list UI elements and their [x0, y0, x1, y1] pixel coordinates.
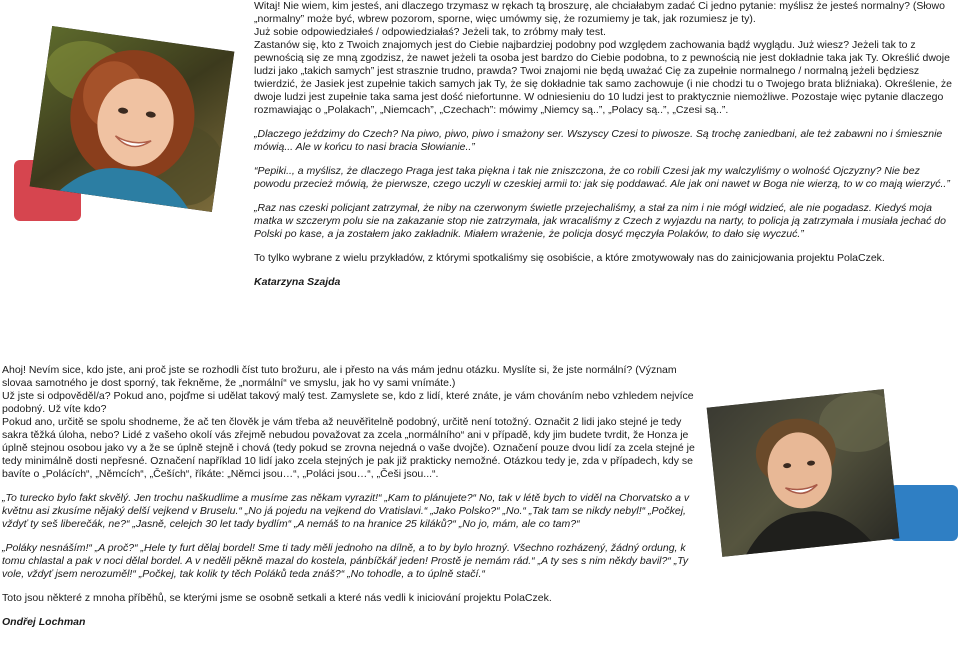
polish-test-line: Już sobie odpowiedziałeś / odpowiedziałaś? Jeżeli tak, to zróbmy mały test. — [254, 26, 606, 38]
czech-text-column — [2, 364, 702, 629]
polish-signature: Katarzyna Szajda — [254, 276, 341, 288]
polish-main-paragraph: Zastanów się, kto z Twoich znajomych jest do Ciebie najbardziej podobny pod względem zachowania bądź wyglądu. Już wiesz? Jeżeli tak to z pewnością się ze mną zgodzisz, że nawet jeżeli ta osoba jest bardzo do Ciebie podobna, to z pewnością nie jest dokładnie taka jak Ty. Określić dwoje ludzi jako „takich samych” jest strasznie trudno, prawda? Twoi znajomi nie będą uważać Cię za zupełnie normalnego / normalną jeżeli będziesz twierdzić, że Jasiek jest zupełnie takich samych jak Ty, że się dokładnie tak samo zachowuje (i nie chodzi tu o Twojego brata bliźniaka). Określenie, że dwoje ludzi jest zupełnie taka sama jest dość niefortunne. W odniesieniu do 10 ludzi jest to praktycznie niemożliwe. Pozostaje więc pytanie dlaczego rozmawiając o „Polakach”, „Niemcach”, „Czechach”: mówimy „Niemcy są..”, „Polacy są..”, „Czesi są..”. — [254, 39, 953, 116]
photo-ondrej-lochman — [707, 389, 900, 557]
czech-intro-paragraph: Ahoj! Nevím sice, kdo jste, ani proč jste se rozhodli číst tuto brožuru, ale i přesto na vás mám jednu otázku. Myslíte si, že jste normální? (Význam slovaa samotného je dost sporný, tak řekněme, že „normální“ ve smyslu, jak ho vy sami vnímáte.) — [2, 364, 677, 389]
czech-test-paragraph: Už jste si odpověděl/a? Pokud ano, pojďme si udělat takový malý test. Zamyslete se, kdo z lidí, které znáte, je vám chováním nebo vzhledem nejvíce podobný. Už víte kdo? — [2, 390, 694, 415]
portrait-man-illustration — [707, 389, 900, 557]
polish-quote-1: „Dlaczego jeździmy do Czech? Na piwo, piwo, piwo i smażony ser. Wszyscy Czesi to piwosze. Są trochę zaniedbani, ale też zabawni no i śmiesznie mówią... Ale w końcu to nasi bracia Słowianie..” — [254, 128, 943, 153]
polish-quote-3: „Raz nas czeski policjant zatrzymał, że niby na czerwonym świetle przejechaliśmy, a stał za nim i nie mógł widzieć, ale nie pogadasz. Kiedyś moja matka w szczerym polu sie na zakazanie stop nie zatrzymała, jak wracaliśmy z Czech z wyjazdu na narty, to policja ją zatrzymała i musiała jechać do Polski po kase, a ja zostałem jako zakładnik. Miałem wrażenie, że policja dosyć męczyła Polaków, to dało się wyczuć.” — [254, 202, 946, 240]
decorative-blue-square — [890, 485, 958, 541]
photo-katarzyna-szajda — [30, 26, 235, 212]
czech-signature: Ondřej Lochman — [2, 616, 86, 628]
portrait-woman-illustration — [30, 26, 235, 212]
czech-closing-paragraph: Toto jsou některé z mnoha příběhů, se kterými jsme se osobně setkali a které nás vedli k iniciování projektu PolaCzek. — [2, 592, 552, 604]
polish-quote-2: “Pepiki.., a myślisz, że dlaczego Praga jest taka piękna i tak nie zniszczona, że co robili Czesi jak my walczyliśmy o wolność Ojczyzny? Nie bez powodu przecież mówią, że pierwsze, czego uczyli w czeskiej armii to: jak się poddawać. Ale jak oni nawet w Boga nie wierzą, to w co mają wierzyć..” — [254, 165, 950, 190]
czech-quote-1: „To turecko bylo fakt skvělý. Jen trochu naškudlime a musíme zas někam vyrazit!“ „Kam to plánujete?“ No, tak v létě bych to viděl na Chorvatsko a v květnu asi zkusíme nějaký delší vejkend v Bruselu.“ „No já pojedu na vejkend do Vratislavi.“ „Jako Polsko?“ „No.“ „Tak tam se nikdy nebyl!“ „Počkej, vždyť ty seš liberečák, ne?“ „Jasně, celejch 30 let tady bydlím“ „A nemáš to na hranice 25 kiláků?“ „No jo, mám, ale co tam?“ — [2, 492, 690, 530]
polish-closing-paragraph: To tylko wybrane z wielu przykładów, z którymi spotkaliśmy się osobiście, a które zmotywowały nas do zainicjowania projektu PolaCzek. — [254, 252, 885, 264]
polish-text-column — [254, 0, 956, 289]
czech-quote-2: „Poláky nesnáším!“ „A proč?“ „Hele ty furt dělaj bordel! Sme ti tady měli jednoho na dílně, a to by bylo hrozný. Všechno rozházený, žádný ordung, k tomu chlastal a pak v noci dělal bordel. A v neděli pěkně mazal do kostela, pánbíčkář jeden! Prostě je nemám rád.“ „A ty ses s nim někdy bavil?“ „Ty vole, vždyť jsem nerozuměl!“ „Počkej, tak kolik ty těch Poláků teda znáš?“ „No tohodle, a to úplně stačí.“ — [2, 542, 689, 580]
polish-intro-paragraph: Witaj! Nie wiem, kim jesteś, ani dlaczego trzymasz w rękach tą broszurę, ale chciałabym zadać Ci jedno pytanie: myślisz że jesteś normalny? (Słowo „normalny” może być, wbrew pozorom, sporne, więc umówmy się, że rozumiemy je tak, jak rozumiesz je ty). — [254, 0, 945, 25]
czech-main-paragraph: Pokud ano, určitě se spolu shodneme, že ač ten člověk je vám třeba až neuvěřitelně podobný, určitě není totožný. Označit 2 lidi jako stejné je tedy sakra těžká úloha, nebo? Lidé z vašeho okolí vás zřejmě nebudou považovat za zcela „normálního“ ani v případě, kdy jim budete tvrdit, že Honza je úplně stejnou osobou jako vy a že se úplně stejně i chová (tedy pokud se zrovna nejedná o vaše dvojče). Označení pouze dvou lidí za zcela stejné je tedy minimálně dosti nepřesné. Označení například 10 lidí jako zcela stejných je pak již prakticky nemožné. Otázkou tedy je, zda v případech, kdy se bavíte o „Polácích“, „Němcích“, „Češích“, říkáte: „Němci jsou…“, „Poláci jsou…“, „Češi jsou...“. — [2, 416, 695, 480]
